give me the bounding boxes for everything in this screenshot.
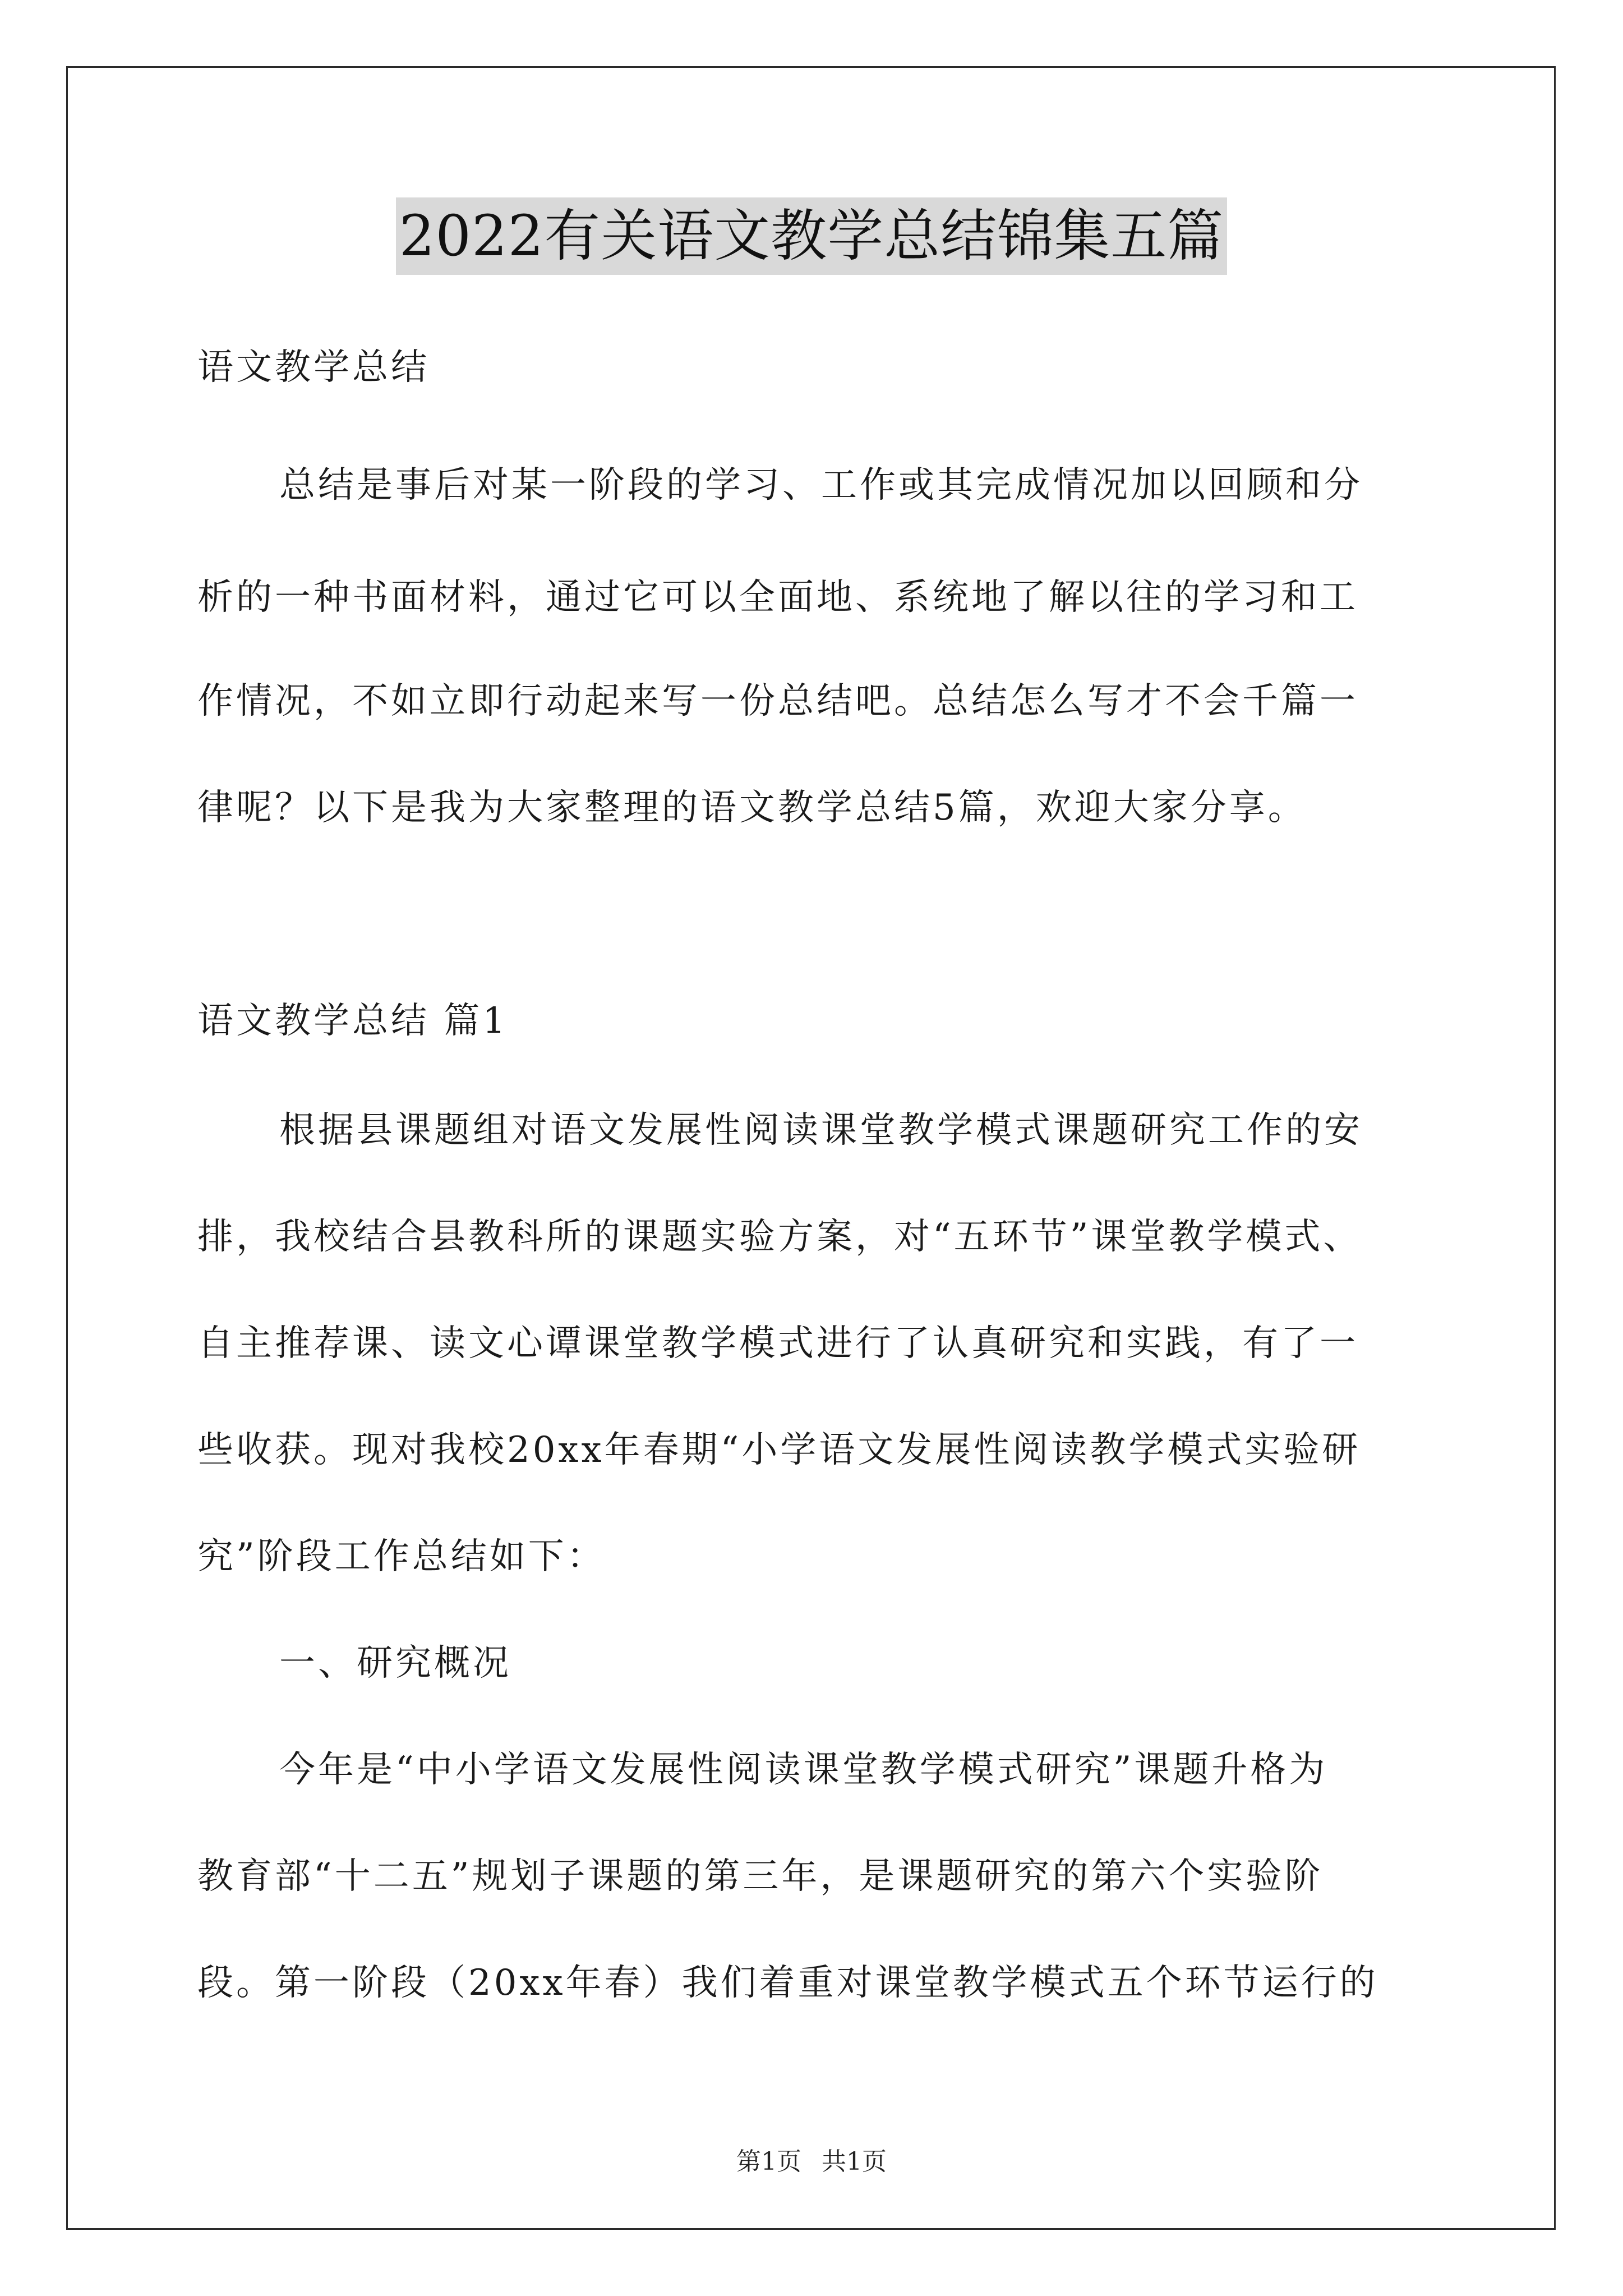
paragraph-line: 排，我校结合县教科所的课题实验方案，对“五环节”课堂教学模式、 bbox=[197, 1216, 1362, 1258]
paragraph-line: 析的一种书面材料，通过它可以全面地、系统地了解以往的学习和工 bbox=[197, 577, 1358, 618]
section-heading: 语文教学总结 篇1 bbox=[197, 1000, 509, 1042]
paragraph-line: 究”阶段工作总结如下： bbox=[197, 1536, 606, 1577]
paragraph-line: 作情况，不如立即行动起来写一份总结吧。总结怎么写才不会千篇一 bbox=[197, 680, 1358, 722]
paragraph-line: 今年是“中小学语文发展性阅读课堂教学模式研究”课题升格为 bbox=[279, 1749, 1328, 1791]
paragraph-line: 律呢？以下是我为大家整理的语文教学总结5篇，欢迎大家分享。 bbox=[197, 787, 1307, 829]
page-footer bbox=[0, 2146, 1623, 2178]
paragraph-line: 根据县课题组对语文发展性阅读课堂教学模式课题研究工作的安 bbox=[279, 1110, 1363, 1151]
paragraph-line: 段。第一阶段（20xx年春）我们着重对课堂教学模式五个环节运行的 bbox=[197, 1962, 1378, 2004]
subsection-heading: 一、研究概况 bbox=[279, 1642, 511, 1684]
page-total: 共1页 bbox=[822, 2147, 887, 2176]
paragraph-line: 教育部“十二五”规划子课题的第三年，是课题研究的第六个实验阶 bbox=[197, 1856, 1324, 1897]
page-number: 第1页 bbox=[736, 2147, 801, 2176]
document-title: 2022有关语文教学总结锦集五篇 bbox=[396, 197, 1228, 275]
paragraph-line: 总结是事后对某一阶段的学习、工作或其完成情况加以回顾和分 bbox=[279, 464, 1363, 506]
paragraph-line: 自主推荐课、读文心谭课堂教学模式进行了认真研究和实践，有了一 bbox=[197, 1323, 1358, 1364]
section-heading: 语文教学总结 bbox=[197, 347, 430, 388]
paragraph-line: 些收获。现对我校20xx年春期“小学语文发展性阅读教学模式实验研 bbox=[197, 1429, 1361, 1471]
